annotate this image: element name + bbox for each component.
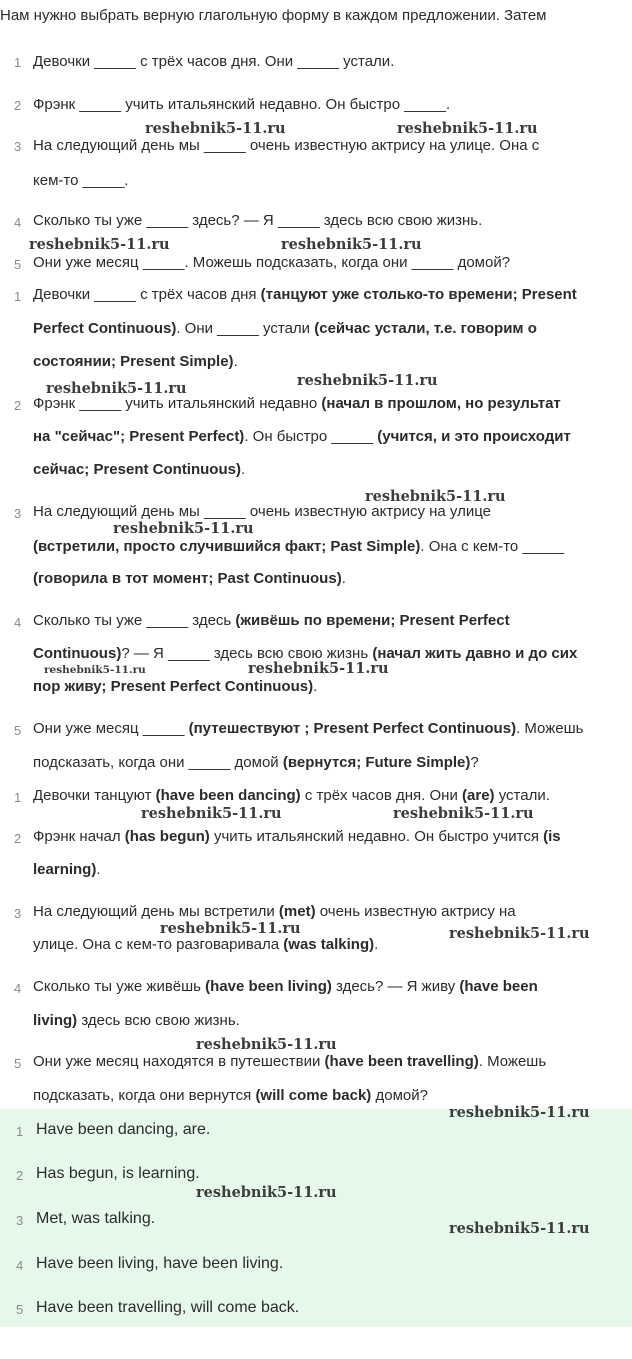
explain-line: (встретили, просто случившийся факт; Past Simple). Она с кем-то _____ (33, 538, 565, 555)
answer-text: Has begun, is learning. (36, 1165, 200, 1182)
task-sentence: Девочки _____ с трёх часов дня. Они _____ устали. (33, 53, 395, 70)
filled-number: 3 (14, 906, 22, 921)
watermark: reshebnik5-11.ru (397, 120, 538, 137)
watermark: reshebnik5-11.ru (248, 660, 389, 677)
filled-line: улице. Она с кем-то разговаривала (was talking). (33, 936, 379, 953)
watermark: reshebnik5-11.ru (29, 236, 170, 253)
filled-line: Фрэнк начал (has begun) учить итальянский недавно. Он быстро учится (is (33, 828, 561, 845)
watermark: reshebnik5-11.ru (365, 488, 506, 505)
task-sentence-cont: кем-то _____. (33, 172, 129, 189)
watermark: reshebnik5-11.ru (449, 1104, 590, 1121)
explain-number: 3 (14, 506, 22, 521)
watermark: reshebnik5-11.ru (449, 925, 590, 942)
watermark: reshebnik5-11.ru (297, 372, 438, 389)
explain-line: На следующий день мы _____ очень известную актрису на улице (33, 503, 491, 520)
answer-number: 1 (16, 1124, 24, 1139)
explain-line: Девочки _____ с трёх часов дня (танцуют уже столько-то времени; Present (33, 286, 577, 303)
explain-line: (говорила в тот момент; Past Continuous). (33, 570, 346, 587)
explain-line: Continuous)? — Я _____ здесь всю свою жизнь (начал жить давно и до сих (33, 645, 578, 662)
answer-number: 4 (16, 1258, 24, 1273)
filled-number: 1 (14, 790, 22, 805)
filled-line: Девочки танцуют (have been dancing) с трёх часов дня. Они (are) устали. (33, 787, 550, 804)
filled-line: подсказать, когда они вернутся (will come back) домой? (33, 1087, 428, 1104)
answer-text: Have been travelling, will come back. (36, 1299, 300, 1316)
task-number: 2 (14, 98, 22, 113)
filled-number: 2 (14, 831, 22, 846)
task-sentence: На следующий день мы _____ очень известную актрису на улице. Она с (33, 137, 540, 154)
task-sentence: Они уже месяц _____. Можешь подсказать, когда они _____ домой? (33, 254, 511, 271)
explain-line: Фрэнк _____ учить итальянский недавно (начал в прошлом, но результат (33, 395, 561, 412)
explain-line: Perfect Continuous). Они _____ устали (сейчас устали, т.е. говорим о (33, 320, 537, 337)
task-number: 1 (14, 55, 22, 70)
filled-number: 4 (14, 981, 22, 996)
watermark: reshebnik5-11.ru (196, 1184, 337, 1201)
answer-number: 5 (16, 1302, 24, 1317)
watermark: reshebnik5-11.ru (281, 236, 422, 253)
intro-text: Нам нужно выбрать верную глагольную форму в каждом предложении. Затем (0, 7, 547, 24)
explain-number: 2 (14, 398, 22, 413)
explain-line: сейчас; Present Continuous). (33, 461, 246, 478)
watermark: reshebnik5-11.ru (449, 1220, 590, 1237)
task-number: 3 (14, 139, 22, 154)
explain-line: Сколько ты уже _____ здесь (живёшь по времени; Present Perfect (33, 612, 510, 629)
explain-line: состоянии; Present Simple). (33, 353, 238, 370)
task-number: 4 (14, 215, 22, 230)
answers-box (0, 1109, 632, 1327)
watermark: reshebnik5-11.ru (145, 120, 286, 137)
explain-line: на "сейчас"; Present Perfect). Он быстро _____ (учится, и это происходит (33, 428, 571, 445)
watermark: reshebnik5-11.ru (46, 380, 187, 397)
watermark: reshebnik5-11.ru (141, 805, 282, 822)
explain-line: подсказать, когда они _____ домой (вернутся; Future Simple)? (33, 754, 479, 771)
watermark: reshebnik5-11.ru (44, 664, 146, 676)
filled-number: 5 (14, 1056, 22, 1071)
answer-text: Met, was talking. (36, 1210, 156, 1227)
task-sentence: Сколько ты уже _____ здесь? — Я _____ здесь всю свою жизнь. (33, 212, 483, 229)
filled-line: learning). (33, 861, 101, 878)
answer-text: Have been dancing, are. (36, 1121, 211, 1138)
explain-number: 5 (14, 723, 22, 738)
filled-line: Сколько ты уже живёшь (have been living) здесь? — Я живу (have been (33, 978, 538, 995)
answer-number: 2 (16, 1168, 24, 1183)
explain-line: пор живу; Present Perfect Continuous). (33, 678, 318, 695)
filled-line: living) здесь всю свою жизнь. (33, 1012, 240, 1029)
explain-line: Они уже месяц _____ (путешествуют ; Present Perfect Continuous). Можешь (33, 720, 584, 737)
filled-line: Они уже месяц находятся в путешествии (have been travelling). Можешь (33, 1053, 547, 1070)
watermark: reshebnik5-11.ru (113, 520, 254, 537)
filled-line: На следующий день мы встретили (met) очень известную актрису на (33, 903, 516, 920)
explain-number: 4 (14, 615, 22, 630)
answer-text: Have been living, have been living. (36, 1255, 284, 1272)
task-number: 5 (14, 257, 22, 272)
watermark: reshebnik5-11.ru (160, 920, 301, 937)
answer-number: 3 (16, 1213, 24, 1228)
watermark: reshebnik5-11.ru (196, 1036, 337, 1053)
explain-number: 1 (14, 289, 22, 304)
watermark: reshebnik5-11.ru (393, 805, 534, 822)
task-sentence: Фрэнк _____ учить итальянский недавно. Он быстро _____. (33, 96, 451, 113)
